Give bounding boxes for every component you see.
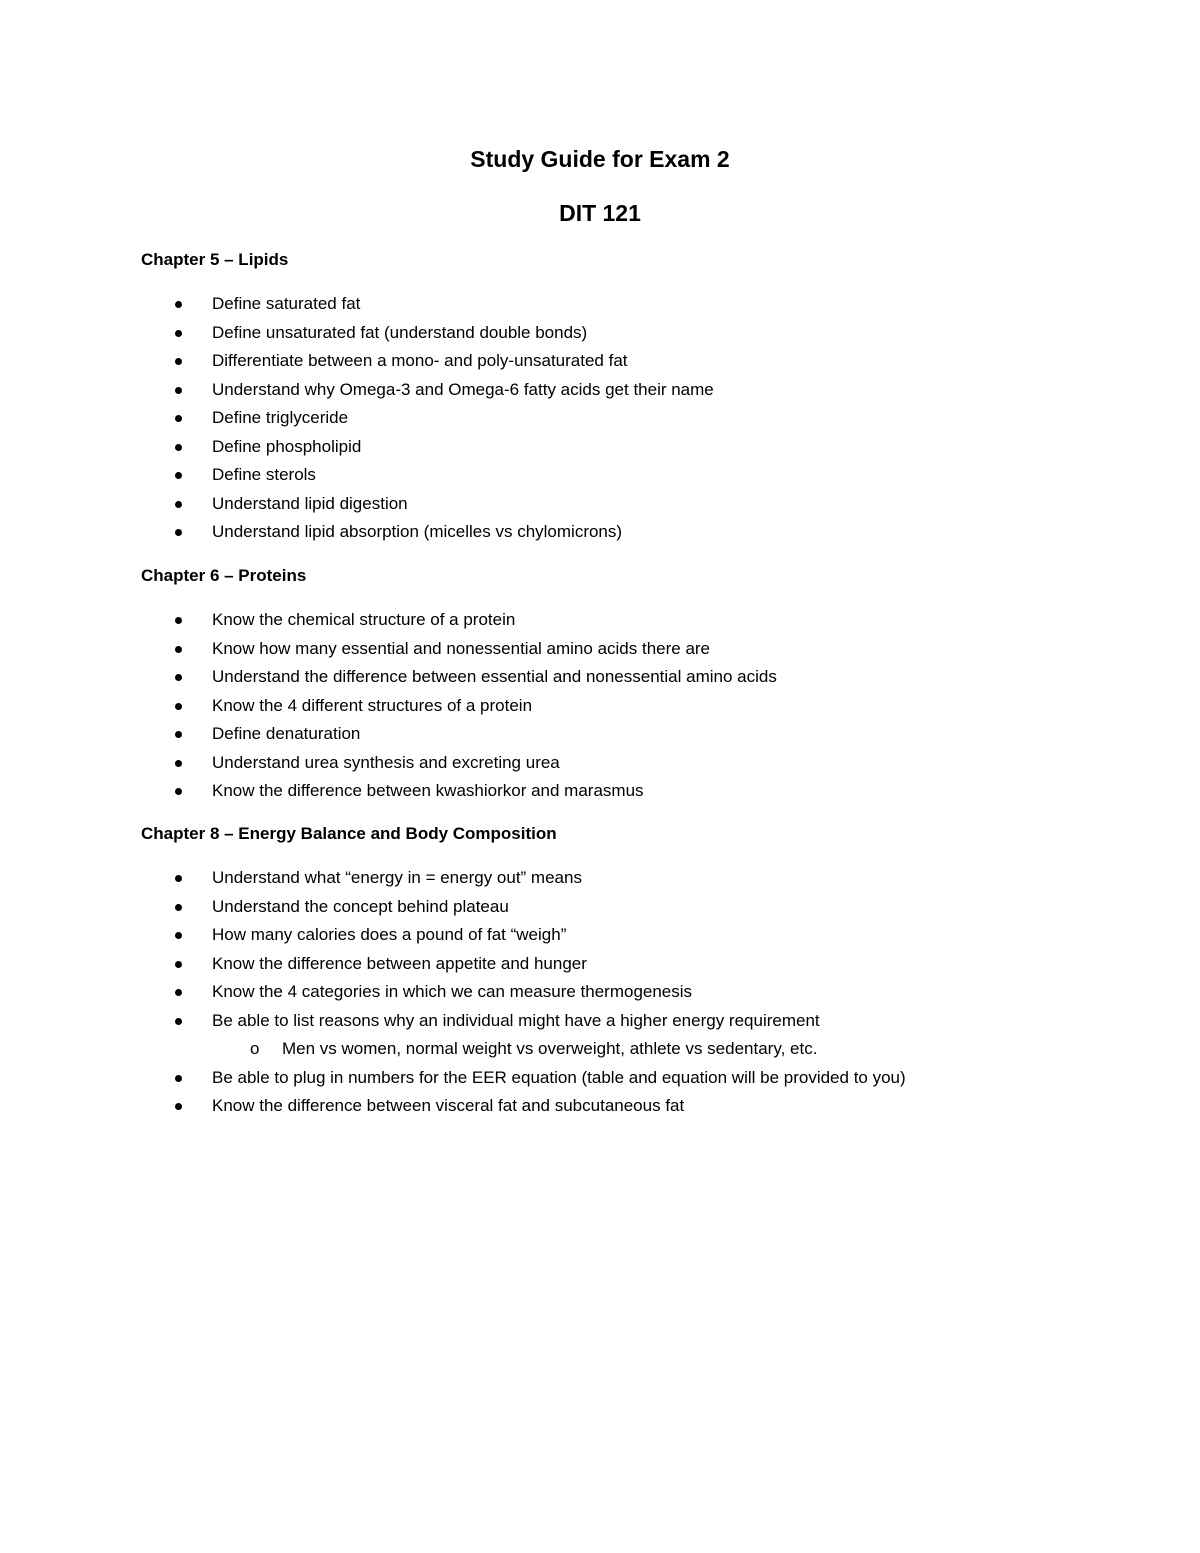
list-item — [141, 1064, 1101, 1093]
list-item — [141, 720, 1101, 749]
section-heading: Chapter 6 – Proteins — [141, 566, 307, 585]
list-item — [141, 749, 1101, 778]
list-item — [141, 777, 1101, 806]
list-item — [141, 518, 1101, 547]
list-item — [141, 978, 1101, 1007]
list-item-text: Understand lipid absorption (micelles vs chylomicrons) — [212, 522, 623, 541]
bullet-list — [141, 606, 1101, 806]
list-item — [141, 663, 1101, 692]
bullet-icon — [175, 731, 182, 738]
list-item-text: Understand lipid digestion — [212, 493, 408, 513]
bullet-icon — [175, 646, 182, 653]
bullet-icon — [175, 617, 182, 624]
list-item-text: Differentiate between a mono- and poly-unsaturated fat — [212, 351, 628, 370]
bullet-icon — [175, 1103, 182, 1110]
list-item — [141, 1092, 1101, 1121]
list-item-text: Be able to list reasons why an individual might have a higher energy requirement — [212, 1010, 820, 1030]
list-item — [141, 461, 1101, 490]
list-item — [141, 404, 1101, 433]
sub-list-item — [141, 1035, 1101, 1064]
list-item-text: Define sterols — [212, 465, 316, 484]
bullet-icon — [175, 358, 182, 365]
list-item-text: Know the chemical structure of a protein — [212, 610, 516, 629]
list-item — [141, 635, 1101, 664]
bullet-icon — [175, 415, 182, 422]
section-lipids — [141, 246, 1101, 547]
list-item — [141, 864, 1101, 893]
list-item-text: Know the difference between appetite and hunger — [212, 953, 587, 973]
list-item-text: Define triglyceride — [212, 408, 349, 427]
list-item — [141, 950, 1101, 979]
bullet-icon — [175, 788, 182, 795]
bullet-icon — [175, 1018, 182, 1025]
list-item-text: Be able to plug in numbers for the EER equation (table and equation will be provided to you) — [212, 1067, 906, 1087]
bullet-icon — [175, 387, 182, 394]
list-item — [141, 376, 1101, 405]
bullet-icon — [175, 501, 182, 508]
list-item-text: Understand the difference between essential and nonessential amino acids — [212, 667, 777, 686]
sub-list-item-text: Men vs women, normal weight vs overweight, athlete vs sedentary, etc. — [282, 1039, 818, 1058]
sub-bullet-marker: o — [250, 1039, 260, 1058]
list-item-text: Understand why Omega-3 and Omega-6 fatty acids get their name — [212, 379, 714, 399]
list-item — [141, 921, 1101, 950]
list-item — [141, 893, 1101, 922]
list-item — [141, 290, 1101, 319]
bullet-icon — [175, 301, 182, 308]
list-item-text: Know the difference between visceral fat and subcutaneous fat — [212, 1096, 685, 1115]
bullet-icon — [175, 932, 182, 939]
list-item-text: Define phospholipid — [212, 436, 362, 456]
bullet-icon — [175, 529, 182, 536]
list-item-text: How many calories does a pound of fat “weigh” — [212, 925, 567, 944]
bullet-icon — [175, 875, 182, 882]
bullet-icon — [175, 444, 182, 451]
list-item — [141, 319, 1101, 348]
bullet-icon — [175, 703, 182, 710]
list-item-text: Know the difference between kwashiorkor and marasmus — [212, 781, 644, 800]
list-item-text: Understand urea synthesis and excreting urea — [212, 752, 560, 772]
list-item — [141, 1007, 1101, 1036]
section-energy-balance — [141, 820, 1101, 1121]
bullet-icon — [175, 989, 182, 996]
list-item-text: Define unsaturated fat (understand double bonds) — [212, 322, 588, 342]
list-item — [141, 490, 1101, 519]
section-heading: Chapter 5 – Lipids — [141, 250, 289, 269]
bullet-icon — [175, 760, 182, 767]
bullet-list — [141, 864, 1101, 1121]
course-code: DIT 121 — [559, 200, 641, 226]
list-item-text: Define saturated fat — [212, 294, 361, 313]
list-item — [141, 433, 1101, 462]
list-item-text: Understand the concept behind plateau — [212, 896, 509, 916]
bullet-icon — [175, 674, 182, 681]
bullet-icon — [175, 1075, 182, 1082]
document-title: Study Guide for Exam 2 — [470, 146, 730, 172]
bullet-list — [141, 290, 1101, 547]
bullet-icon — [175, 961, 182, 968]
section-heading: Chapter 8 – Energy Balance and Body Composition — [141, 824, 557, 843]
bullet-icon — [175, 330, 182, 337]
list-item — [141, 692, 1101, 721]
list-item — [141, 347, 1101, 376]
section-proteins — [141, 562, 1101, 806]
list-item-text: Define denaturation — [212, 724, 361, 743]
list-item-text: Understand what “energy in = energy out” means — [212, 868, 582, 887]
list-item-text: Know the 4 categories in which we can measure thermogenesis — [212, 982, 693, 1001]
bullet-icon — [175, 904, 182, 911]
list-item — [141, 606, 1101, 635]
bullet-icon — [175, 472, 182, 479]
list-item-text: Know the 4 different structures of a protein — [212, 695, 533, 715]
list-item-text: Know how many essential and nonessential amino acids there are — [212, 638, 711, 658]
